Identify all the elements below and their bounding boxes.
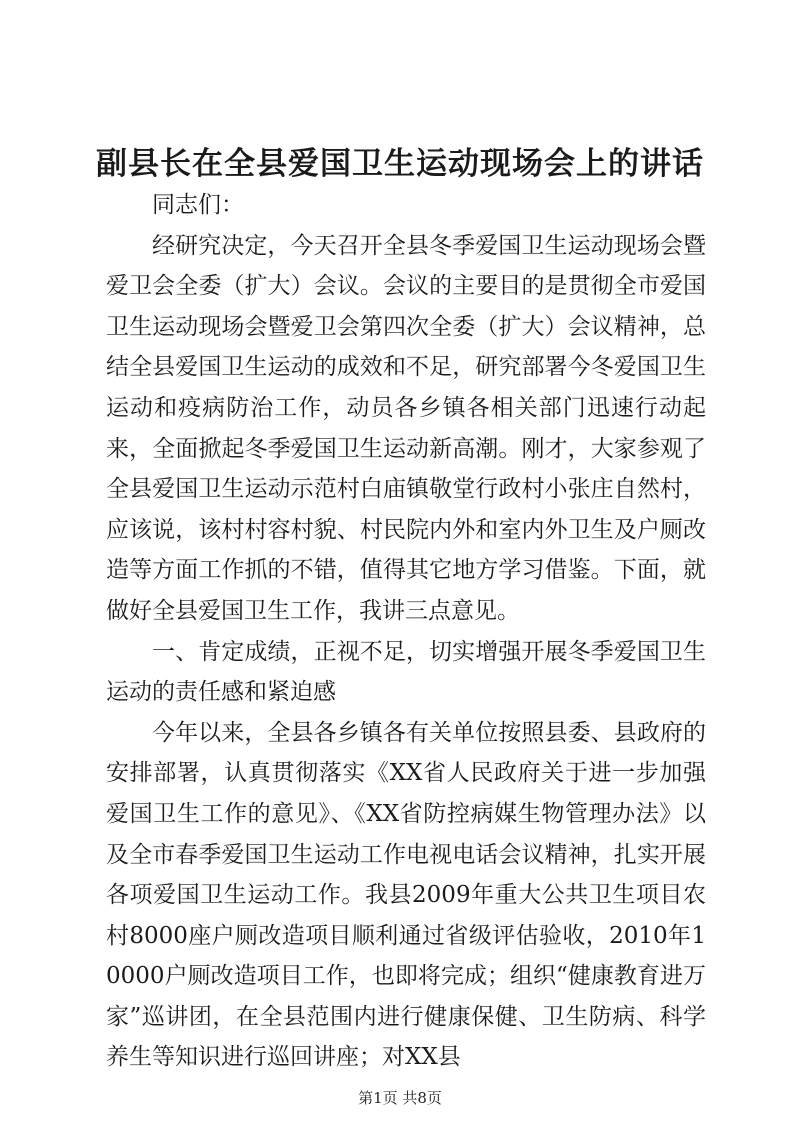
salutation-paragraph: 同志们： (152, 192, 244, 218)
achievements-paragraph: 今年以来，全县各乡镇各有关单位按照县委、县政府的安排部署，认真贯彻落实《XX省人民政府关于进一步加强爱国卫生工作的意见》、《XX省防控病媒生物管理办法》以及全市春季爱国卫生运动工作电视电话会议精神，扎实开展各项爱国卫生运动工作。我县2009年重大公共卫生项目农村8000座户厕改造项目顺利通过省级评估验收，2010年10000户厕改造项目工作，也即将完成；组织“健康教育进万家”巡讲团，在全县范围内进行健康保健、卫生防病、科学养生等知识进行巡回讲座；对XX县 (106, 719, 706, 1071)
intro-paragraph: 经研究决定，今天召开全县冬季爱国卫生运动现场会暨爱卫会全委（扩大）会议。会议的主要目的是贯彻全市爱国卫生运动现场会暨爱卫会第四次全委（扩大）会议精神，总结全县爱国卫生运动的成效和不足，研究部署今冬爱国卫生运动和疫病防治工作，动员各乡镇各相关部门迅速行动起来，全面掀起冬季爱国卫生运动新高潮。刚才，大家参观了全县爱国卫生运动示范村白庙镇敬堂行政村小张庄自然村，应该说，该村村容村貌、村民院内外和室内外卫生及户厕改造等方面工作抓的不错，值得其它地方学习借鉴。下面，就做好全县爱国卫生工作，我讲三点意见。 (106, 232, 706, 624)
page-footer: 第1页 共8页 (358, 1089, 442, 1107)
document-body (106, 185, 706, 1078)
section-heading-1: 一、肯定成绩，正视不足，切实增强开展冬季爱国卫生运动的责任感和紧迫感 (106, 638, 706, 706)
document-title: 副县长在全县爱国卫生运动现场会上的讲话 (96, 146, 704, 182)
